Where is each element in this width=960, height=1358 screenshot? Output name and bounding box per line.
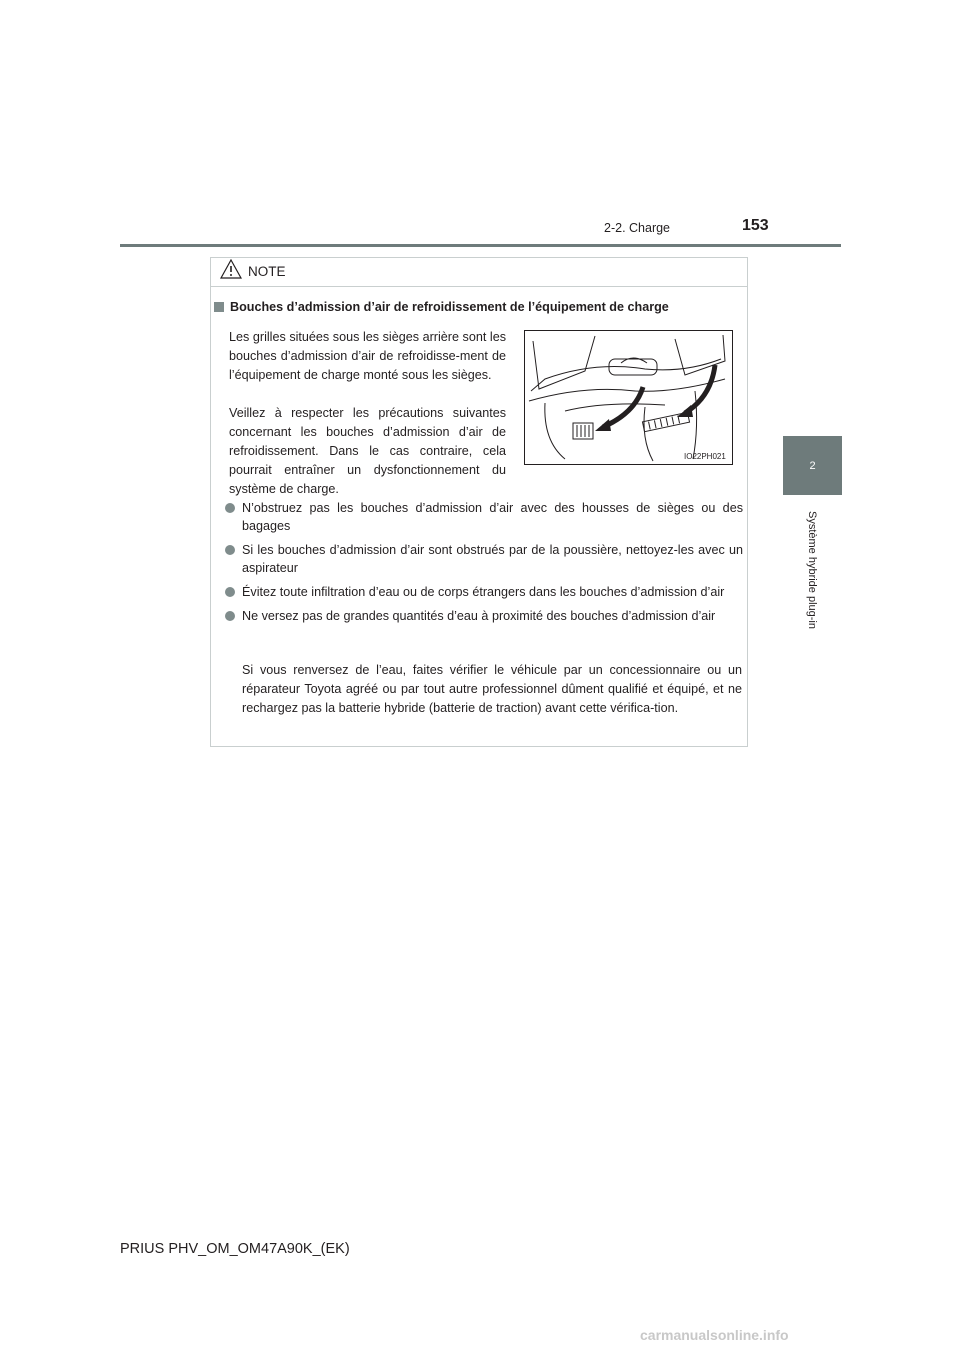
warning-triangle-icon	[220, 259, 242, 284]
footer-document-id: PRIUS PHV_OM_OM47A90K_(EK)	[120, 1241, 350, 1257]
side-tab-chapter[interactable]	[783, 436, 842, 495]
note-final-paragraph: Si vous renversez de l’eau, faites vérifier le véhicule par un concessionnaire ou un réparateur Toyota agréé ou par tout autre professionnel dûment qualifié et équipé, et ne rechargez pas la batterie hybride (batterie de traction) avant cette vérifica-tion.	[242, 663, 742, 715]
figure-code: IO22PH021	[684, 452, 726, 461]
note-paragraph-1: Les grilles situées sous les sièges arrière sont les bouches d’admission d’air de refroidisse-ment de l’équipement de charge monté sous les sièges.	[229, 330, 506, 382]
note-section-title-text: Bouches d’admission d’air de refroidissement de l’équipement de charge	[230, 300, 669, 314]
header-section-title: 2-2. Charge	[604, 221, 671, 235]
circle-bullet-icon	[225, 503, 235, 513]
list-item: N’obstruez pas les bouches d’admission d’air avec des housses de sièges ou des bagages	[225, 499, 743, 535]
rear-seat-air-intake-illustration	[524, 330, 733, 465]
circle-bullet-icon	[225, 611, 235, 621]
note-label: NOTE	[248, 264, 286, 279]
list-item: Évitez toute infiltration d’eau ou de corps étrangers dans les bouches d’admission d’air	[225, 583, 743, 601]
square-bullet-icon	[214, 302, 224, 312]
note-paragraph-2: Veillez à respecter les précautions suivantes concernant les bouches d’admission d’air de refroidissement. Dans le cas contraire, cela pourrait entraîner un dysfonctionnement du système de charge.	[229, 406, 506, 496]
header-rule	[120, 244, 841, 247]
list-item: Ne versez pas de grandes quantités d’eau à proximité des bouches d’admission d’air	[225, 607, 743, 625]
note-section-title	[214, 300, 734, 314]
circle-bullet-icon	[225, 545, 235, 555]
precautions-list	[225, 499, 743, 631]
page-number: 153	[742, 217, 769, 234]
note-header	[220, 259, 286, 284]
rear-seat-drawing	[525, 331, 732, 464]
note-divider	[210, 286, 748, 287]
list-item: Si les bouches d’admission d’air sont obstrués par de la poussière, nettoyez-les avec un aspirateur	[225, 541, 743, 577]
side-chapter-title: Système hybride plug-in	[806, 510, 818, 630]
watermark: carmanualsonline.info	[640, 1327, 789, 1343]
side-tab-number: 2	[809, 459, 816, 472]
circle-bullet-icon	[225, 587, 235, 597]
